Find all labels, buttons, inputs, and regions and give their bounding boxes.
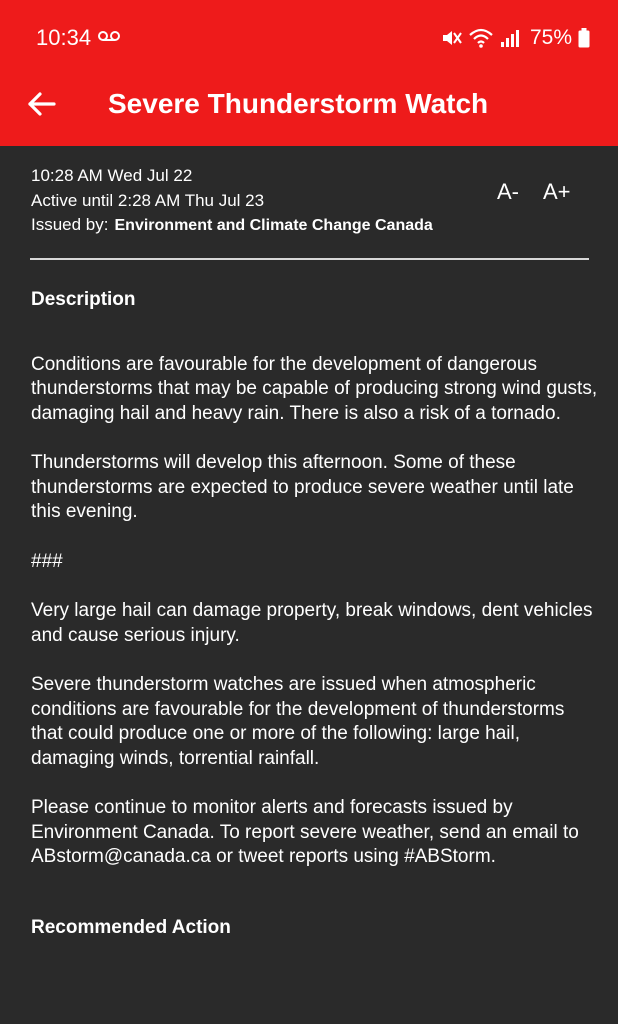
wifi-icon	[468, 27, 494, 49]
description-paragraph: Very large hail can damage property, break windows, dent vehicles and cause serious injury.	[31, 600, 593, 646]
header	[0, 0, 618, 146]
description-paragraph: Conditions are favourable for the development of dangerous thunderstorms that may be capable of producing strong wind gusts, damaging hail and heavy rain. There is also a risk of a tornado.	[31, 353, 598, 424]
increase-font-button[interactable]: A+	[543, 179, 571, 204]
issued-by-value: Environment and Climate Change Canada	[114, 217, 433, 234]
description-paragraph: ###	[31, 550, 63, 572]
voicemail-icon	[98, 30, 120, 42]
issued-by-label: Issued by:	[31, 215, 109, 234]
divider	[30, 258, 589, 260]
back-arrow-icon[interactable]	[24, 86, 60, 122]
recommended-action-heading: Recommended Action	[31, 916, 231, 938]
battery-icon	[578, 27, 590, 49]
page-title: Severe Thunderstorm Watch	[108, 88, 489, 119]
issued-time: 10:28 AM Wed Jul 22	[31, 166, 193, 185]
alert-meta	[31, 164, 491, 239]
description-paragraph: Please continue to monitor alerts and forecasts issued by Environment Canada. To report severe weather, send an email to ABstorm@canada.ca or tweet reports using #ABStorm.	[31, 797, 579, 867]
issued-by-row	[31, 213, 491, 239]
description-paragraph: Thunderstorms will develop this afternoon. Some of these thunderstorms are expected to produce severe weather until late this evening.	[31, 452, 574, 522]
active-until: Active until 2:28 AM Thu Jul 23	[31, 190, 265, 210]
signal-icon	[500, 27, 520, 49]
battery-percent: 75%	[529, 26, 572, 49]
decrease-font-button[interactable]: A-	[497, 179, 519, 204]
status-time: 10:34	[36, 25, 92, 50]
status-icons	[440, 24, 590, 52]
description-heading: Description	[31, 289, 136, 310]
app-bar	[0, 78, 618, 146]
mute-icon	[440, 27, 462, 49]
status-bar	[0, 0, 618, 78]
alert-content	[31, 288, 601, 980]
description-paragraph: Severe thunderstorm watches are issued when atmospheric conditions are favourable for the development of thunderstorms that could produce one or more of the following: large hail, damaging winds, torrential rainfall.	[31, 674, 565, 769]
